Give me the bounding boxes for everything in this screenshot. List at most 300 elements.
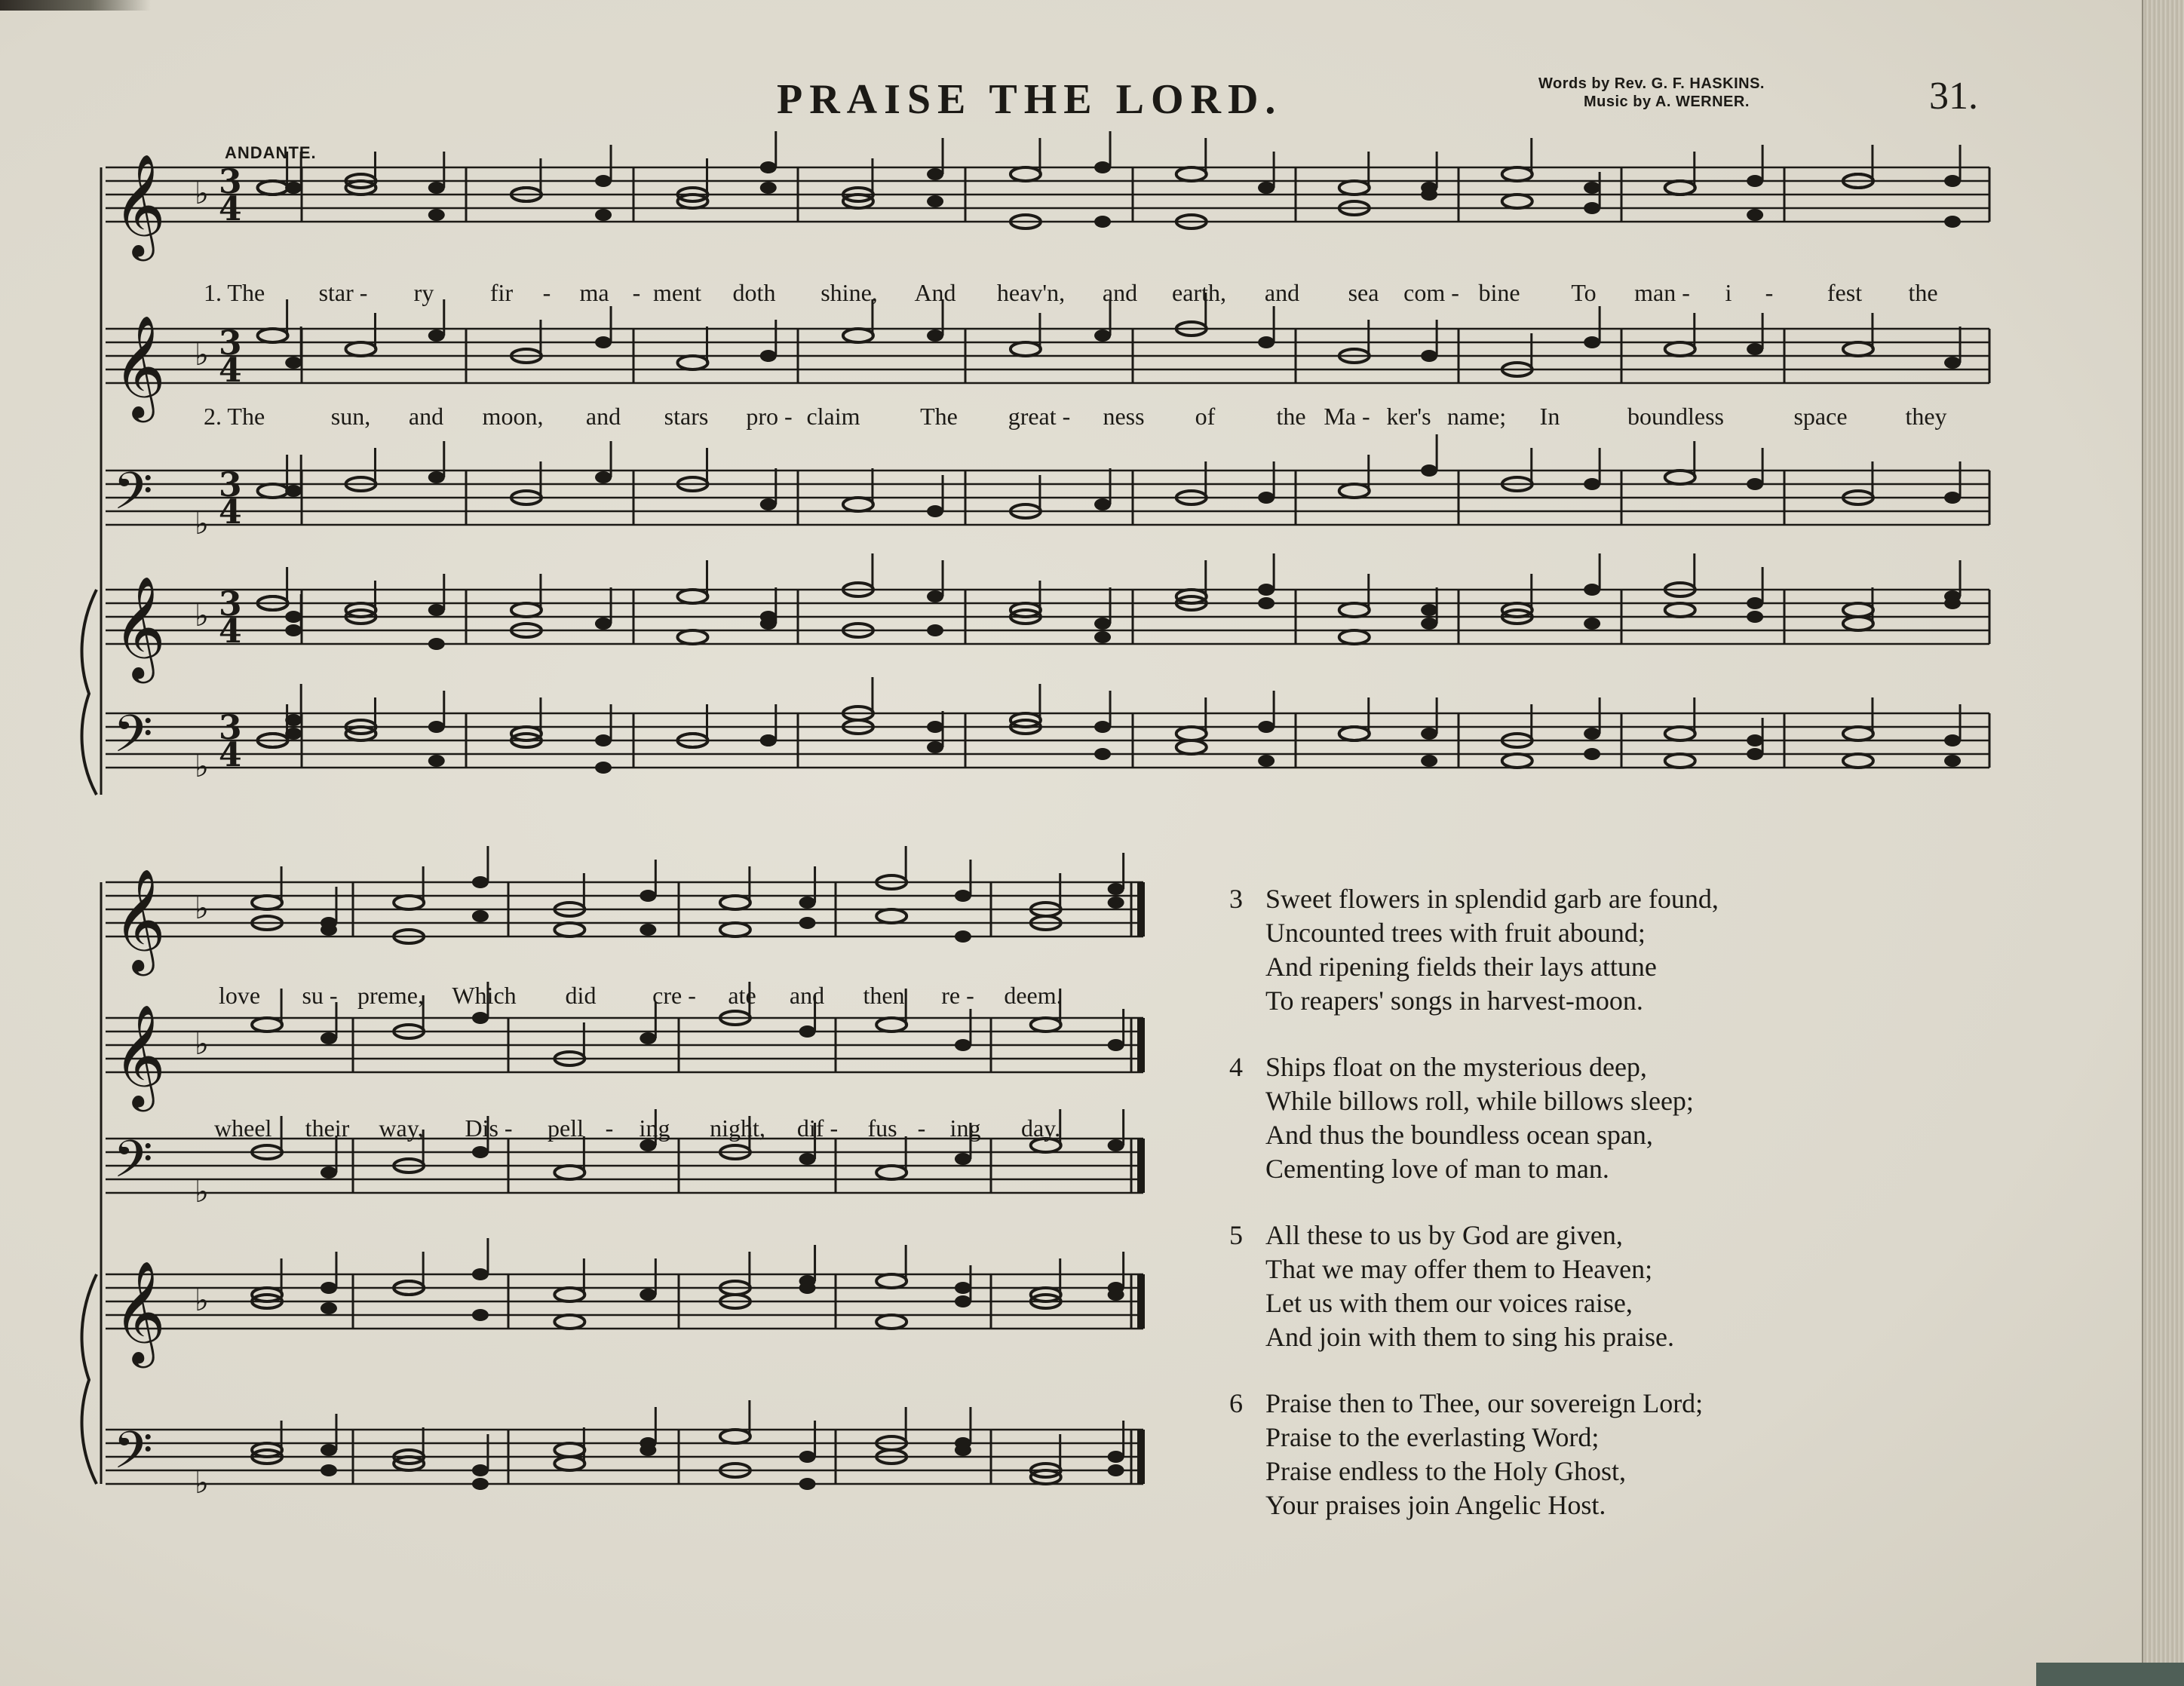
stanza-line — [1229, 1488, 1908, 1522]
quarter-note — [1108, 1039, 1124, 1051]
lyric-syllable: man - — [1634, 279, 1690, 306]
half-note — [677, 630, 707, 644]
quarter-note — [927, 168, 943, 180]
quarter-note — [1108, 1451, 1124, 1463]
stanza-line — [1229, 882, 1908, 916]
lyric-syllable: - — [917, 1114, 926, 1142]
time-signature-bottom: 4 — [219, 612, 242, 651]
quarter-note — [321, 1444, 337, 1456]
lyric-syllable: - — [542, 279, 551, 306]
lyric-syllable: space — [1793, 403, 1848, 430]
time-signature-top: 3 — [219, 466, 242, 504]
lyric-syllable: 2. The — [204, 403, 265, 430]
stanza-number: 6 — [1229, 1388, 1243, 1418]
time-signature-bottom: 4 — [219, 190, 242, 228]
quarter-note — [321, 1302, 337, 1314]
treble-clef: 𝄞 — [113, 1003, 166, 1107]
half-note — [1665, 727, 1695, 740]
quarter-note — [1584, 182, 1600, 194]
quarter-note — [428, 471, 445, 483]
lyric-syllable: of — [1195, 403, 1216, 430]
half-note — [554, 923, 584, 936]
quarter-note — [1108, 883, 1124, 895]
quarter-note — [428, 604, 445, 616]
lyric-syllable: ment — [653, 279, 701, 306]
half-note — [1665, 471, 1695, 484]
quarter-note — [1108, 1464, 1124, 1476]
stanza-number: 3 — [1229, 884, 1243, 914]
treble-clef: 𝄞 — [113, 867, 166, 971]
half-note — [1665, 754, 1695, 768]
quarter-note — [1258, 755, 1275, 767]
lyric-syllable: sun, — [330, 403, 371, 430]
quarter-note — [428, 330, 445, 342]
lyric-syllable: moon, — [482, 403, 544, 430]
half-note — [345, 342, 376, 356]
quarter-note — [428, 638, 445, 650]
quarter-note — [472, 1012, 489, 1024]
quarter-note — [1258, 584, 1275, 596]
lyric-syllable: fus — [867, 1114, 897, 1142]
half-note — [876, 1018, 906, 1032]
stanza-line-text: And ripening fields their lays attune — [1265, 952, 1657, 982]
quarter-note — [955, 1039, 971, 1051]
quarter-note — [321, 1032, 337, 1044]
quarter-note — [927, 624, 943, 636]
quarter-note — [799, 1478, 816, 1490]
lyric-syllable: love — [219, 982, 261, 1009]
quarter-note — [927, 721, 943, 733]
quarter-note — [1421, 350, 1437, 362]
quarter-note — [640, 924, 656, 936]
lyric-syllable: star - — [318, 279, 368, 306]
quarter-note — [595, 762, 612, 774]
lyric-syllable: and — [408, 403, 444, 430]
lyric-syllable: Dis - — [465, 1114, 513, 1142]
quarter-note — [428, 209, 445, 221]
treble-clef: 𝄞 — [113, 1259, 166, 1363]
quarter-note — [1421, 604, 1437, 616]
quarter-note — [955, 890, 971, 902]
lyric-syllable: i — [1725, 279, 1732, 306]
stanza-line-text: While billows roll, while billows sleep; — [1265, 1086, 1694, 1116]
lyric-syllable: and — [585, 403, 621, 430]
quarter-note — [1747, 343, 1763, 355]
bass-clef: 𝄢 — [113, 1421, 153, 1493]
quarter-note — [595, 618, 612, 630]
half-note — [1339, 603, 1370, 617]
stanza-line-text: Praise to the everlasting Word; — [1265, 1422, 1600, 1452]
quarter-note — [955, 930, 971, 943]
half-note — [843, 329, 873, 342]
half-note — [843, 498, 873, 511]
quarter-note — [285, 624, 302, 636]
stanza-line-text: Praise then to Thee, our sovereign Lord; — [1265, 1388, 1704, 1418]
half-note — [1339, 727, 1370, 740]
stanza-line-text: And thus the boundless ocean span, — [1265, 1120, 1653, 1150]
quarter-note — [1108, 897, 1124, 909]
quarter-note — [595, 336, 612, 348]
quarter-note — [1258, 721, 1275, 733]
quarter-note — [927, 590, 943, 602]
lyric-syllable: To — [1571, 279, 1597, 306]
quarter-note — [595, 471, 612, 483]
quarter-note — [927, 741, 943, 753]
final-bar-thick — [1137, 1274, 1145, 1329]
lyric-syllable: they — [1905, 403, 1947, 430]
half-note — [876, 1274, 906, 1288]
time-signature-bottom: 4 — [219, 493, 242, 532]
stanza-line-text: All these to us by God are given, — [1265, 1220, 1623, 1250]
stanza-line-text: Ships float on the mysterious deep, — [1265, 1052, 1647, 1082]
quarter-note — [640, 1032, 656, 1044]
quarter-note — [955, 1444, 971, 1456]
quarter-note — [1584, 336, 1600, 348]
flat-key-signature: ♭ — [195, 750, 209, 784]
treble-clef: 𝄞 — [113, 314, 166, 418]
stanza-line — [1229, 1455, 1908, 1488]
stanza-line — [1229, 1320, 1908, 1354]
half-note — [677, 590, 707, 603]
lyric-syllable: - — [632, 279, 641, 306]
quarter-note — [927, 330, 943, 342]
half-note — [1502, 167, 1532, 181]
lyric-syllable: heav'n, — [996, 279, 1066, 306]
quarter-note — [799, 897, 816, 909]
stanza-line-text: Cementing love of man to man. — [1265, 1154, 1609, 1184]
quarter-note — [640, 1289, 656, 1301]
final-bar-thick — [1137, 1018, 1145, 1072]
half-note — [1176, 740, 1207, 754]
flat-key-signature: ♭ — [195, 1283, 209, 1318]
quarter-note — [321, 1166, 337, 1179]
bass-clef: 𝄢 — [113, 462, 153, 534]
lyric-syllable: deem. — [1004, 982, 1063, 1009]
quarter-note — [1421, 755, 1437, 767]
quarter-note — [472, 1146, 489, 1158]
quarter-note — [1944, 175, 1961, 187]
lyric-syllable: And — [914, 279, 956, 306]
lyric-syllable: doth — [732, 279, 776, 306]
quarter-note — [595, 734, 612, 746]
system1-piano-brace — [82, 590, 97, 795]
quarter-note — [285, 728, 302, 740]
lyric-syllable: pell — [548, 1114, 584, 1142]
quarter-note — [1584, 478, 1600, 490]
lyric-syllable: the — [1908, 279, 1938, 306]
lyric-syllable: did — [565, 982, 597, 1009]
half-note — [554, 1288, 584, 1301]
quarter-note — [799, 1451, 816, 1463]
quarter-note — [1944, 755, 1961, 767]
stanza-line — [1229, 1118, 1908, 1152]
quarter-note — [285, 182, 302, 194]
stanza-line-text: Praise endless to the Holy Ghost, — [1265, 1456, 1626, 1486]
quarter-note — [760, 498, 777, 510]
half-note — [1843, 617, 1873, 630]
stanza-5 — [1229, 1219, 1908, 1354]
time-signature-top: 3 — [219, 163, 242, 201]
lyric-syllable: sea — [1348, 279, 1379, 306]
lyric-syllable: boundless — [1627, 403, 1724, 430]
quarter-note — [1094, 216, 1111, 228]
half-note — [1339, 484, 1370, 498]
lyric-syllable: - — [1765, 279, 1774, 306]
stanza-line — [1229, 1050, 1908, 1084]
quarter-note — [1944, 492, 1961, 504]
stanza-line-text: To reapers' songs in harvest-moon. — [1265, 986, 1643, 1016]
half-note — [1665, 181, 1695, 195]
half-note — [1665, 603, 1695, 617]
quarter-note — [1747, 478, 1763, 490]
quarter-note — [428, 755, 445, 767]
quarter-note — [285, 357, 302, 369]
quarter-note — [1747, 734, 1763, 746]
quarter-note — [1094, 618, 1111, 630]
quarter-note — [1094, 330, 1111, 342]
flat-key-signature: ♭ — [195, 176, 209, 211]
quarter-note — [927, 505, 943, 517]
flat-key-signature: ♭ — [195, 891, 209, 926]
quarter-note — [955, 1295, 971, 1307]
page-number: 31. — [1929, 75, 1978, 118]
stanza-6 — [1229, 1387, 1908, 1522]
quarter-note — [321, 1282, 337, 1294]
quarter-note — [760, 182, 777, 194]
words-credit: Words by Rev. G. F. HASKINS. — [1538, 75, 1765, 92]
quarter-note — [1584, 584, 1600, 596]
quarter-note — [472, 910, 489, 922]
half-note — [876, 1315, 906, 1329]
half-note — [1011, 167, 1041, 181]
lyric-syllable: The — [920, 403, 958, 430]
lyric-syllable: and — [1264, 279, 1300, 306]
stanza-line — [1229, 916, 1908, 950]
quarter-note — [760, 734, 777, 746]
lyric-syllable: earth, — [1172, 279, 1226, 306]
lyric-syllable: ate — [728, 982, 756, 1009]
lyric-syllable: Which — [452, 982, 517, 1009]
quarter-note — [472, 1464, 489, 1476]
system2-piano-brace — [82, 1274, 97, 1484]
lyric-syllable: preme, — [357, 982, 424, 1009]
lyric-syllable: and — [1102, 279, 1138, 306]
quarter-note — [321, 924, 337, 936]
half-note — [258, 181, 288, 195]
lyric-syllable: ing — [949, 1114, 981, 1142]
quarter-note — [1747, 611, 1763, 623]
half-note — [252, 896, 282, 909]
stanza-line — [1229, 1252, 1908, 1286]
lyric-syllable: great - — [1008, 403, 1071, 430]
stanza-3 — [1229, 882, 1908, 1018]
lyric-syllable: name; — [1446, 403, 1507, 430]
treble-clef: 𝄞 — [113, 152, 166, 256]
half-note — [1339, 630, 1370, 644]
additional-stanzas — [1229, 882, 1908, 1555]
flat-key-signature: ♭ — [195, 338, 209, 372]
lyric-syllable: Ma - — [1324, 403, 1370, 430]
quarter-note — [428, 721, 445, 733]
quarter-note — [321, 1464, 337, 1476]
quarter-note — [760, 161, 777, 173]
half-note — [1502, 195, 1532, 208]
half-note — [876, 1166, 906, 1179]
quarter-note — [1094, 631, 1111, 643]
quarter-note — [1094, 161, 1111, 173]
lyric-syllable: and — [789, 982, 825, 1009]
stanza-4 — [1229, 1050, 1908, 1186]
quarter-note — [1258, 336, 1275, 348]
half-note — [720, 1430, 750, 1443]
flat-key-signature: ♭ — [195, 507, 209, 541]
quarter-note — [799, 1282, 816, 1294]
lyric-syllable: claim — [806, 403, 860, 430]
half-note — [252, 1018, 282, 1032]
quarter-note — [927, 195, 943, 207]
quarter-note — [285, 611, 302, 623]
half-note — [1502, 754, 1532, 768]
quarter-note — [1108, 1289, 1124, 1301]
quarter-note — [1421, 464, 1437, 477]
stanza-line-text: And join with them to sing his praise. — [1265, 1322, 1674, 1352]
time-signature-top: 3 — [219, 709, 242, 747]
quarter-note — [1258, 182, 1275, 194]
stanza-line — [1229, 1152, 1908, 1186]
lyric-syllable: stars — [664, 403, 709, 430]
quarter-note — [1094, 748, 1111, 760]
lyric-syllable: then — [863, 982, 905, 1009]
half-note — [1843, 342, 1873, 356]
quarter-note — [428, 182, 445, 194]
half-note — [554, 1315, 584, 1329]
stanza-line — [1229, 950, 1908, 984]
quarter-note — [1108, 1139, 1124, 1151]
quarter-note — [799, 1153, 816, 1165]
half-note — [1031, 1018, 1061, 1032]
quarter-note — [640, 1444, 656, 1456]
bass-clef: 𝄢 — [113, 705, 153, 777]
lyric-syllable: In — [1539, 403, 1560, 430]
flat-key-signature: ♭ — [195, 1466, 209, 1501]
half-note — [720, 896, 750, 909]
half-note — [258, 329, 288, 342]
quarter-note — [1944, 216, 1961, 228]
quarter-note — [595, 175, 612, 187]
quarter-note — [1584, 728, 1600, 740]
stanza-number: 5 — [1229, 1220, 1243, 1250]
half-note — [1843, 754, 1873, 768]
lyric-syllable: dif - — [796, 1114, 839, 1142]
lyric-syllable: bine — [1478, 279, 1520, 306]
quarter-note — [1584, 748, 1600, 760]
lyric-syllable: ker's — [1386, 403, 1431, 430]
quarter-note — [595, 209, 612, 221]
lyric-syllable: wheel — [214, 1114, 272, 1142]
tempo-marking: ANDANTE. — [225, 143, 317, 162]
quarter-note — [760, 350, 777, 362]
half-note — [1843, 603, 1873, 617]
quarter-note — [799, 917, 816, 929]
half-note — [554, 1443, 584, 1457]
quarter-note — [472, 1309, 489, 1321]
half-note — [720, 923, 750, 936]
quarter-note — [760, 611, 777, 623]
quarter-note — [1944, 597, 1961, 609]
stanza-line-text: Your praises join Angelic Host. — [1265, 1490, 1606, 1520]
half-note — [677, 356, 707, 369]
flat-key-signature: ♭ — [195, 1175, 209, 1209]
lyric-syllable: pro - — [746, 403, 793, 430]
half-note — [1843, 727, 1873, 740]
half-note — [554, 1166, 584, 1179]
lyric-syllable: fest — [1827, 279, 1863, 306]
treble-clef: 𝄞 — [113, 575, 166, 679]
stanza-line — [1229, 1084, 1908, 1118]
lyric-syllable: day. — [1020, 1114, 1061, 1142]
half-note — [1176, 727, 1207, 740]
quarter-note — [1421, 618, 1437, 630]
stanza-line-text: Uncounted trees with fruit abound; — [1265, 918, 1646, 948]
quarter-note — [1944, 357, 1961, 369]
lyric-syllable: their — [305, 1114, 350, 1142]
final-bar-thick — [1137, 1430, 1145, 1484]
lyric-syllable: fir — [489, 279, 514, 306]
quarter-note — [1094, 721, 1111, 733]
half-note — [258, 484, 288, 498]
quarter-note — [955, 1282, 971, 1294]
quarter-note — [955, 1153, 971, 1165]
lyric-syllable: ry — [413, 279, 434, 306]
quarter-note — [1094, 498, 1111, 510]
quarter-note — [1944, 734, 1961, 746]
quarter-note — [472, 876, 489, 888]
hymn-title: PRAISE THE LORD. — [777, 76, 1283, 123]
stanza-line-text: That we may offer them to Heaven; — [1265, 1254, 1653, 1284]
lyric-syllable: ma — [579, 279, 609, 306]
quarter-note — [1258, 597, 1275, 609]
half-note — [876, 909, 906, 923]
stanza-line — [1229, 1286, 1908, 1320]
quarter-note — [1584, 202, 1600, 214]
lyric-syllable: the — [1276, 403, 1306, 430]
time-signature-bottom: 4 — [219, 351, 242, 390]
quarter-note — [640, 890, 656, 902]
stanza-line — [1229, 984, 1908, 1018]
flat-key-signature: ♭ — [195, 599, 209, 633]
page-edge — [2142, 0, 2184, 1686]
quarter-note — [1747, 597, 1763, 609]
lyric-syllable: ing — [639, 1114, 670, 1142]
music-credit: Music by A. WERNER. — [1584, 93, 1750, 110]
quarter-note — [1584, 618, 1600, 630]
quarter-note — [1747, 175, 1763, 187]
quarter-note — [1421, 728, 1437, 740]
stanza-line — [1229, 1421, 1908, 1455]
half-note — [1665, 342, 1695, 356]
lyric-syllable: shine, — [821, 279, 878, 306]
quarter-note — [1421, 189, 1437, 201]
lyric-syllable: re - — [941, 982, 974, 1009]
lyric-syllable: - — [605, 1114, 614, 1142]
time-signature-bottom: 4 — [219, 736, 242, 774]
quarter-note — [1258, 492, 1275, 504]
lyric-syllable: way, — [379, 1114, 424, 1142]
quarter-note — [472, 1268, 489, 1280]
half-note — [1176, 167, 1207, 181]
half-note — [511, 603, 541, 617]
final-bar-thick — [1137, 1139, 1145, 1193]
